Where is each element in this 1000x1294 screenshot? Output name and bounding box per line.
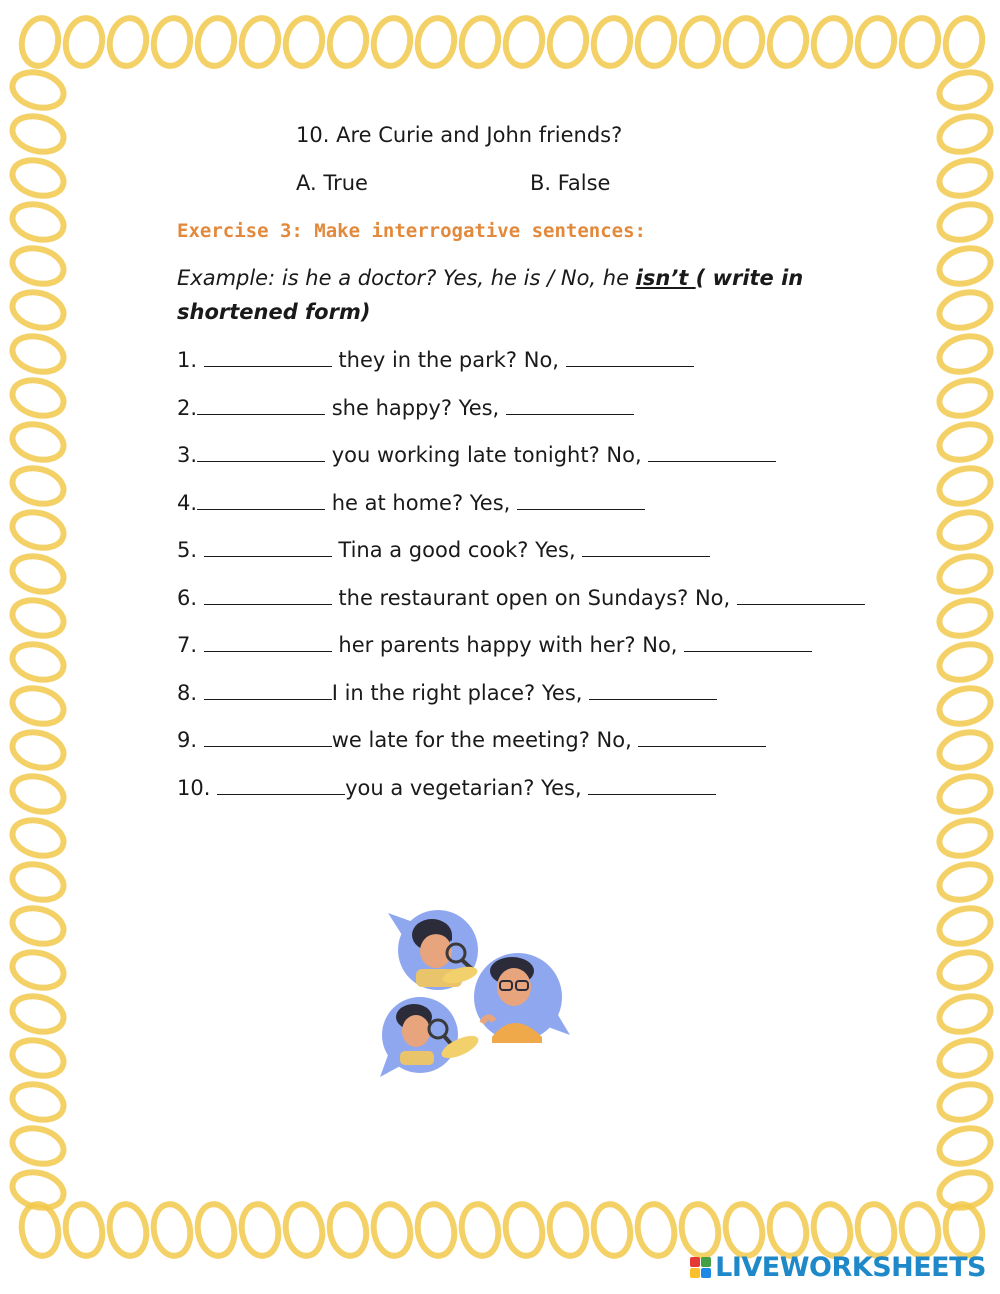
answer-blank-short[interactable] [588, 776, 716, 795]
item-number: 7. [177, 633, 204, 657]
answer-blank-verb[interactable] [204, 348, 332, 367]
item-text: she happy? Yes, [325, 395, 506, 420]
example-line-1 [177, 265, 803, 291]
answer-blank-short[interactable] [638, 728, 766, 747]
answer-blank-verb[interactable] [217, 776, 345, 795]
item-text: he at home? Yes, [325, 490, 518, 515]
exercise-item [177, 442, 776, 468]
liveworksheets-logo-icon [690, 1257, 711, 1278]
item-text: the restaurant open on Sundays? No, [331, 585, 737, 610]
answer-blank-verb[interactable] [197, 443, 325, 462]
answer-blank-verb[interactable] [197, 491, 325, 510]
exercise-item [177, 727, 766, 753]
item-number: 10. [177, 775, 218, 800]
answer-blank-short[interactable] [566, 348, 694, 367]
item-number: 5. [177, 538, 204, 562]
question-10-option-b[interactable]: B. False [530, 171, 611, 195]
example-line-2: shortened form) [177, 300, 371, 324]
item-text: you a vegetarian? Yes, [345, 775, 589, 800]
exercise-item [177, 347, 694, 373]
exercise-item [177, 680, 717, 706]
answer-blank-verb[interactable] [204, 633, 332, 652]
example-prefix: Example: is he a doctor? Yes, he is / No, he [177, 266, 636, 290]
answer-blank-short[interactable] [589, 681, 717, 700]
exercise-item [177, 395, 634, 421]
item-number: 4. [177, 490, 198, 515]
answer-blank-short[interactable] [517, 491, 645, 510]
answer-blank-verb[interactable] [204, 728, 332, 747]
item-number: 6. [177, 585, 204, 610]
answer-blank-short[interactable] [737, 586, 865, 605]
answer-blank-verb[interactable] [204, 586, 332, 605]
liveworksheets-footer [690, 1252, 986, 1283]
item-text: you working late tonight? No, [325, 443, 649, 467]
exercise-item [177, 585, 865, 611]
example-underlined: isn’t [635, 266, 696, 290]
item-number: 1. [177, 348, 204, 372]
item-number: 2. [177, 395, 198, 420]
item-text: they in the park? No, [331, 348, 566, 372]
answer-blank-short[interactable] [648, 443, 776, 462]
exercise-item [177, 537, 710, 563]
example-suffix: ( write in [695, 266, 804, 290]
question-10-text: 10. Are Curie and John friends? [296, 123, 623, 147]
answer-blank-verb[interactable] [204, 681, 332, 700]
brand-name[interactable]: LIVEWORKSHEETS [715, 1252, 986, 1283]
item-text: I in the right place? Yes, [331, 680, 590, 705]
answer-blank-short[interactable] [506, 396, 634, 415]
exercise-item [177, 775, 716, 801]
people-with-magnifying-glass-icon [380, 905, 570, 1085]
item-text: Tina a good cook? Yes, [331, 538, 583, 562]
answer-blank-short[interactable] [684, 633, 812, 652]
exercise-heading: Exercise 3: Make interrogative sentences: [177, 220, 646, 242]
answer-blank-verb[interactable] [197, 396, 325, 415]
question-10-option-a[interactable]: A. True [296, 171, 368, 195]
answer-blank-verb[interactable] [204, 538, 332, 557]
item-number: 9. [177, 728, 204, 752]
item-number: 3. [177, 443, 198, 467]
answer-blank-short[interactable] [582, 538, 710, 557]
exercise-item [177, 490, 645, 516]
item-number: 8. [177, 680, 204, 705]
item-text: we late for the meeting? No, [331, 728, 639, 752]
item-text: her parents happy with her? No, [331, 633, 685, 657]
exercise-item [177, 632, 812, 658]
